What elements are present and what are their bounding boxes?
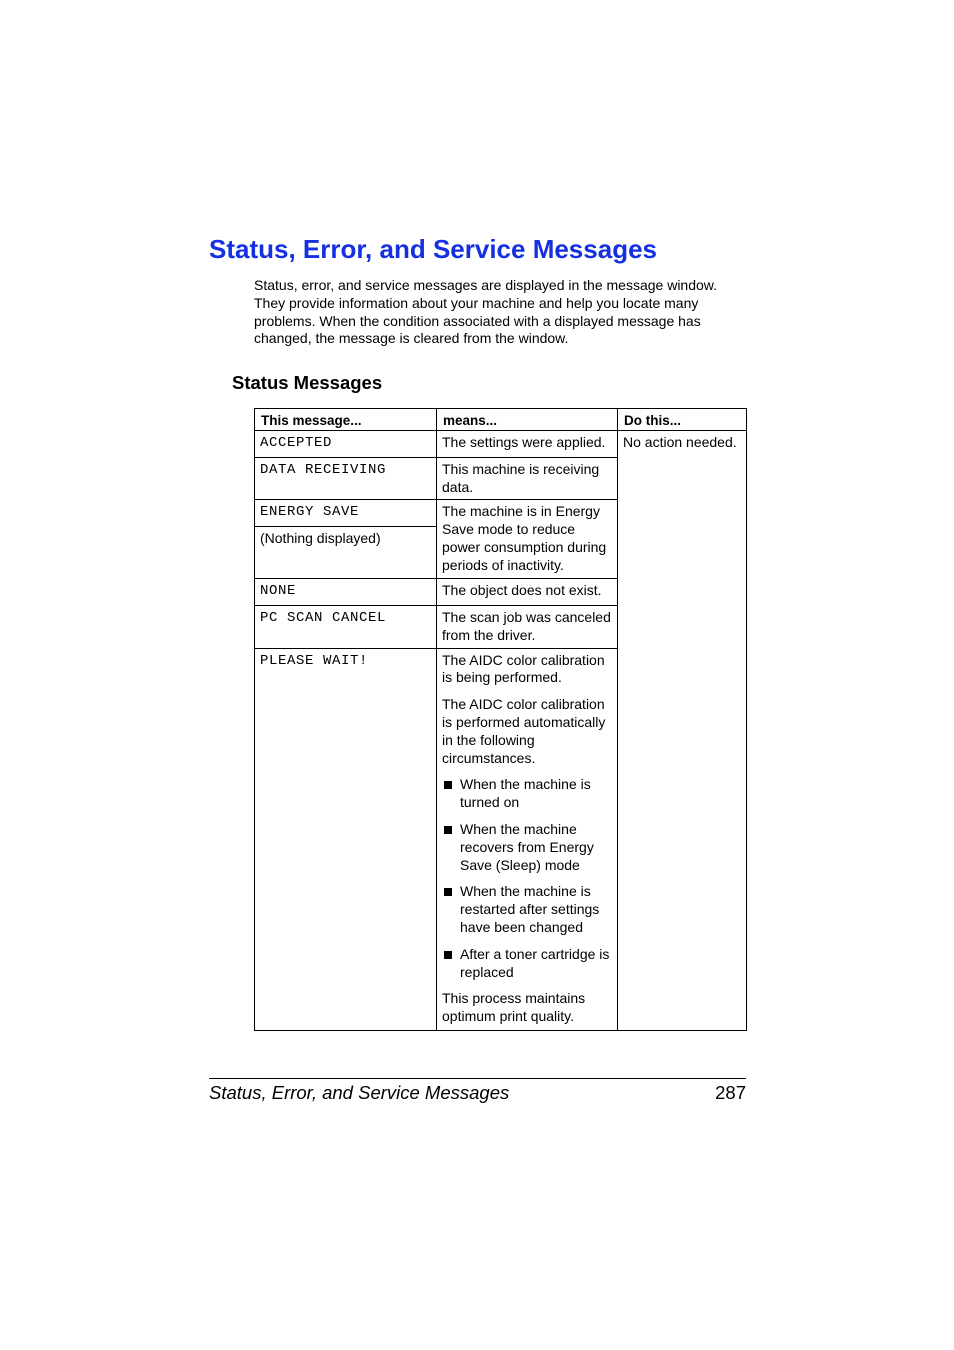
action-cell — [618, 431, 747, 1031]
message-cell — [255, 527, 437, 579]
bullet-square-icon — [444, 888, 452, 896]
message-cell — [255, 579, 437, 606]
means-intro: The AIDC color calibration is being performed. — [442, 651, 605, 686]
action-text: No action needed. — [623, 434, 737, 450]
means-text: This machine is receiving data. — [442, 460, 600, 495]
message-cell — [255, 500, 437, 527]
list-item — [442, 946, 613, 982]
table-row — [255, 431, 747, 458]
header-message: This message... — [255, 409, 437, 431]
means-text: The machine is in Energy Save mode to reduce power consumption during periods of inactivity. — [442, 503, 607, 573]
bullet-text: When the machine is restarted after settings have been changed — [460, 883, 600, 935]
header-means: means... — [437, 409, 618, 431]
bullet-square-icon — [444, 781, 452, 789]
page-number: 287 — [715, 1082, 746, 1103]
message-cell — [255, 457, 437, 500]
means-cell — [437, 457, 618, 500]
means-cell — [437, 605, 618, 648]
message-cell — [255, 648, 437, 1030]
list-item — [442, 821, 613, 874]
table-header-row — [255, 409, 747, 431]
means-detail: The AIDC color calibration is performed automatically in the following circumstances. — [442, 696, 606, 766]
means-text: The object does not exist. — [442, 582, 602, 599]
section-title: Status Messages — [232, 372, 383, 393]
means-cell — [437, 579, 618, 606]
footer-divider — [209, 1078, 746, 1079]
status-messages-table — [254, 408, 747, 1031]
means-text: The settings were applied. — [442, 434, 606, 450]
means-cell — [437, 648, 618, 1030]
means-cell — [437, 500, 618, 579]
message-alt-text: (Nothing displayed) — [260, 530, 381, 547]
footer-title: Status, Error, and Service Messages — [209, 1082, 510, 1103]
bullet-text: When the machine is turned on — [460, 776, 591, 811]
intro-paragraph: Status, error, and service messages are displayed in the message window. They provide information about your machine and help you locate many problems. When the condition associated with a displayed message has changed, the message is cleared from the window. — [254, 277, 718, 347]
means-cell — [437, 431, 618, 458]
list-item — [442, 776, 613, 812]
message-code: NONE — [260, 583, 297, 600]
page-title: Status, Error, and Service Messages — [209, 234, 657, 264]
bullet-square-icon — [444, 826, 452, 834]
message-code: PC SCAN CANCEL — [260, 609, 387, 626]
means-outro: This process maintains optimum print quality. — [442, 990, 586, 1025]
means-text: The scan job was canceled from the driver. — [442, 608, 611, 643]
bullet-square-icon — [444, 951, 452, 959]
bullet-text: When the machine recovers from Energy Save (Sleep) mode — [460, 820, 594, 873]
message-cell — [255, 431, 437, 458]
message-cell — [255, 605, 437, 648]
message-code: ACCEPTED — [260, 435, 333, 451]
message-code: PLEASE WAIT! — [260, 652, 369, 669]
message-code: ENERGY SAVE — [260, 504, 360, 521]
header-action: Do this... — [618, 409, 747, 431]
message-code: DATA RECEIVING — [260, 461, 387, 478]
bullet-text: After a toner cartridge is replaced — [460, 945, 610, 980]
list-item — [442, 883, 613, 936]
